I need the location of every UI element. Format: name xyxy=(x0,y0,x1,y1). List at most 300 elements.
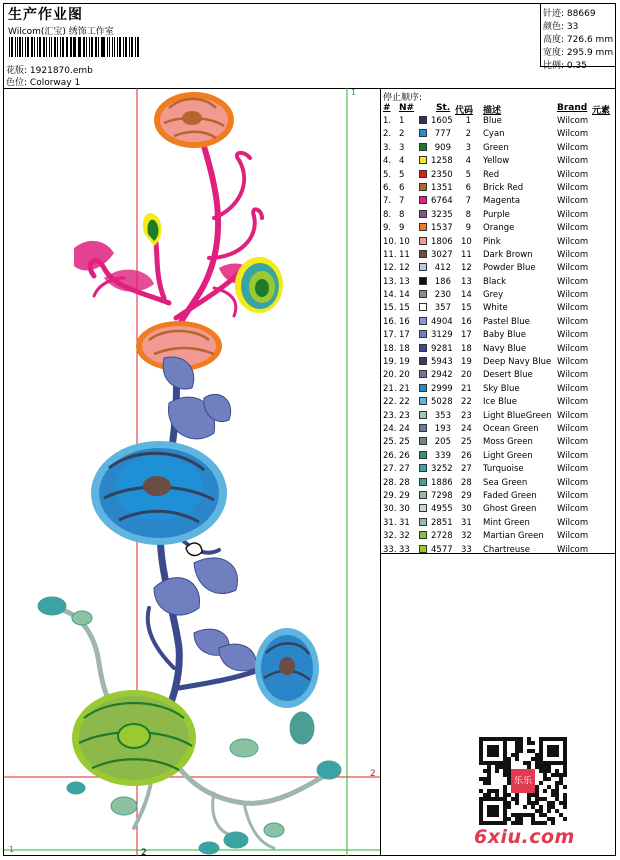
row-brand: Wilcom xyxy=(557,357,589,368)
row-code: 29 xyxy=(461,490,472,501)
marker-top-right: 1 xyxy=(351,88,357,97)
qr-module xyxy=(495,789,499,793)
qr-module xyxy=(519,737,523,741)
table-row xyxy=(383,423,615,436)
row-needle: 19 xyxy=(399,357,410,368)
barcode-bar xyxy=(117,37,118,57)
row-description: Moss Green xyxy=(483,437,533,448)
row-description: Magenta xyxy=(483,196,521,207)
qr-finder xyxy=(547,745,559,757)
table-row xyxy=(383,477,615,490)
qr-module xyxy=(507,757,511,761)
qr-module xyxy=(531,741,535,745)
row-description: Ocean Green xyxy=(483,423,539,434)
barcode-bar xyxy=(83,37,85,57)
blue-flower-small xyxy=(255,628,319,708)
qr-module xyxy=(527,801,531,805)
row-stitches: 339 xyxy=(434,450,451,461)
qr-module xyxy=(539,765,543,769)
barcode-bar xyxy=(98,37,99,57)
table-row xyxy=(383,383,615,396)
qr-module xyxy=(563,785,567,789)
color-swatch xyxy=(419,223,427,231)
table-row xyxy=(383,503,615,516)
row-index: 28. xyxy=(383,477,397,488)
company-name: Wilcom(汇宝) 绣饰工作室 xyxy=(8,27,114,37)
qr-module xyxy=(535,785,539,789)
barcode-bar xyxy=(31,37,32,57)
row-brand: Wilcom xyxy=(557,223,589,234)
row-needle: 9 xyxy=(399,223,405,234)
row-stitches: 353 xyxy=(434,410,451,421)
row-description: Yellow xyxy=(483,156,510,167)
row-index: 27. xyxy=(383,464,397,475)
row-index: 24. xyxy=(383,423,397,434)
row-brand: Wilcom xyxy=(557,423,589,434)
qr-module xyxy=(547,817,551,821)
qr-module xyxy=(531,801,535,805)
row-needle: 2 xyxy=(399,129,405,140)
row-index: 14. xyxy=(383,290,397,301)
row-code: 24 xyxy=(461,423,472,434)
color-swatch xyxy=(419,411,427,419)
color-swatch xyxy=(419,545,427,553)
barcode-bar xyxy=(22,37,23,57)
stat-stitches: 针迹: 88669 xyxy=(543,9,596,19)
table-row xyxy=(383,209,615,222)
qr-module xyxy=(487,765,491,769)
color-swatch xyxy=(419,504,427,512)
qr-module xyxy=(539,821,543,825)
row-description: Desert Blue xyxy=(483,370,533,381)
qr-module xyxy=(487,793,491,797)
color-swatch xyxy=(419,437,427,445)
qr-module xyxy=(531,749,535,753)
marker-bottom-left: 1 xyxy=(9,845,15,854)
table-row xyxy=(383,316,615,329)
barcode-bar xyxy=(70,37,72,57)
row-stitches: 205 xyxy=(434,437,451,448)
col-header-element: 元素 xyxy=(592,106,611,116)
row-code: 21 xyxy=(461,383,472,394)
row-brand: Wilcom xyxy=(557,383,589,394)
row-description: Grey xyxy=(483,290,504,301)
row-needle: 16 xyxy=(399,316,410,327)
row-code: 18 xyxy=(461,343,472,354)
row-code: 6 xyxy=(465,182,471,193)
qr-module xyxy=(507,737,511,741)
row-description: Baby Blue xyxy=(483,330,526,341)
qr-module xyxy=(515,801,519,805)
row-needle: 18 xyxy=(399,343,410,354)
barcode-bar xyxy=(91,37,92,57)
row-code: 1 xyxy=(465,116,471,126)
row-description: Pastel Blue xyxy=(483,316,530,327)
chartreuse-flower xyxy=(72,690,196,786)
color-swatch xyxy=(419,156,427,164)
black-bud xyxy=(186,543,202,555)
qr-module xyxy=(555,809,559,813)
design-label: 花版: xyxy=(6,66,28,76)
table-row xyxy=(383,329,615,342)
qr-module xyxy=(515,813,519,817)
table-row xyxy=(383,343,615,356)
table-row xyxy=(383,436,615,449)
row-code: 11 xyxy=(461,249,472,260)
qr-module xyxy=(543,797,547,801)
row-needle: 29 xyxy=(399,490,410,501)
row-index: 26. xyxy=(383,450,397,461)
qr-finder xyxy=(487,805,499,817)
color-swatch xyxy=(419,183,427,191)
row-code: 30 xyxy=(461,504,472,515)
qr-module xyxy=(551,793,555,797)
row-brand: Wilcom xyxy=(557,116,589,126)
qr-module xyxy=(535,757,539,761)
qr-module xyxy=(507,817,511,821)
qr-module xyxy=(487,769,491,773)
color-table xyxy=(383,115,615,557)
row-index: 30. xyxy=(383,504,397,515)
row-needle: 3 xyxy=(399,142,405,153)
barcode-bar xyxy=(49,37,50,57)
qr-module xyxy=(547,785,551,789)
row-stitches: 9281 xyxy=(431,343,453,354)
qr-module xyxy=(507,793,511,797)
row-index: 6. xyxy=(383,182,392,193)
qr-module xyxy=(503,793,507,797)
orange-rose-top xyxy=(154,92,234,148)
qr-module xyxy=(531,757,535,761)
barcode-bar xyxy=(66,37,67,57)
table-row xyxy=(383,396,615,409)
table-row xyxy=(383,262,615,275)
qr-module xyxy=(535,793,539,797)
row-description: Deep Navy Blue xyxy=(483,357,552,368)
qr-module xyxy=(555,797,559,801)
row-stitches: 1605 xyxy=(431,116,453,126)
qr-module xyxy=(507,761,511,765)
qr-module xyxy=(543,789,547,793)
color-swatch xyxy=(419,143,427,151)
qr-module xyxy=(555,773,559,777)
row-brand: Wilcom xyxy=(557,169,589,180)
row-index: 10. xyxy=(383,236,397,247)
table-row xyxy=(383,356,615,369)
qr-module xyxy=(535,821,539,825)
color-swatch xyxy=(419,344,427,352)
qr-module xyxy=(539,813,543,817)
qr-module xyxy=(547,777,551,781)
row-needle: 23 xyxy=(399,410,410,421)
table-row xyxy=(383,517,615,530)
barcode-bar xyxy=(9,37,10,57)
qr-module xyxy=(555,785,559,789)
qr-module xyxy=(507,773,511,777)
row-stitches: 7298 xyxy=(431,490,453,501)
qr-module xyxy=(515,753,519,757)
row-code: 10 xyxy=(461,236,472,247)
row-index: 3. xyxy=(383,142,392,153)
qr-module xyxy=(531,821,535,825)
row-code: 32 xyxy=(461,531,472,542)
table-row xyxy=(383,115,615,128)
barcode-bar xyxy=(89,37,90,57)
row-brand: Wilcom xyxy=(557,343,589,354)
table-row xyxy=(383,463,615,476)
stat-width: 宽度: 295.9 mm xyxy=(543,48,614,58)
row-stitches: 777 xyxy=(434,129,451,140)
qr-module xyxy=(523,805,527,809)
qr-module xyxy=(539,797,543,801)
row-stitches: 5028 xyxy=(431,397,453,408)
row-stitches: 412 xyxy=(434,263,451,274)
magenta-stem xyxy=(90,140,262,338)
qr-module xyxy=(503,769,507,773)
barcode-bar xyxy=(135,37,136,57)
qr-module xyxy=(547,765,551,769)
qr-module xyxy=(479,789,483,793)
row-index: 19. xyxy=(383,357,397,368)
qr-module xyxy=(487,789,491,793)
qr-module xyxy=(527,765,531,769)
table-row xyxy=(383,410,615,423)
barcode-bar xyxy=(60,37,61,57)
qr-module xyxy=(559,813,563,817)
row-code: 23 xyxy=(461,410,472,421)
color-swatch xyxy=(419,116,427,124)
table-row xyxy=(383,450,615,463)
color-swatch xyxy=(419,531,427,539)
row-stitches: 193 xyxy=(434,423,451,434)
row-stitches: 6764 xyxy=(431,196,453,207)
embroidery-preview xyxy=(4,88,380,856)
row-needle: 21 xyxy=(399,383,410,394)
qr-module xyxy=(547,809,551,813)
qr-module xyxy=(535,789,539,793)
row-code: 8 xyxy=(465,209,471,220)
qr-module xyxy=(507,781,511,785)
qr-module xyxy=(511,753,515,757)
row-needle: 15 xyxy=(399,303,410,314)
row-brand: Wilcom xyxy=(557,504,589,515)
table-row xyxy=(383,128,615,141)
color-swatch xyxy=(419,330,427,338)
qr-module xyxy=(543,773,547,777)
row-description: Sea Green xyxy=(483,477,528,488)
qr-module xyxy=(535,765,539,769)
row-brand: Wilcom xyxy=(557,129,589,140)
row-brand: Wilcom xyxy=(557,450,589,461)
row-needle: 4 xyxy=(399,156,405,167)
row-index: 1. xyxy=(383,116,392,126)
row-needle: 7 xyxy=(399,196,405,207)
row-stitches: 3129 xyxy=(431,330,453,341)
qr-module xyxy=(543,813,547,817)
row-index: 16. xyxy=(383,316,397,327)
row-index: 29. xyxy=(383,490,397,501)
color-swatch xyxy=(419,263,427,271)
barcode-bar xyxy=(125,37,126,57)
row-index: 13. xyxy=(383,276,397,287)
qr-module xyxy=(555,781,559,785)
qr-module xyxy=(527,797,531,801)
row-code: 2 xyxy=(465,129,471,140)
row-stitches: 357 xyxy=(434,303,451,314)
color-swatch xyxy=(419,317,427,325)
row-description: Turquoise xyxy=(483,464,524,475)
qr-module xyxy=(483,769,487,773)
qr-module xyxy=(487,781,491,785)
qr-finder xyxy=(487,745,499,757)
barcode-bar xyxy=(37,37,38,57)
qr-module xyxy=(515,741,519,745)
row-needle: 5 xyxy=(399,169,405,180)
qr-module xyxy=(515,817,519,821)
row-index: 15. xyxy=(383,303,397,314)
qr-module xyxy=(491,789,495,793)
qr-module xyxy=(511,821,515,825)
qr-seal-text: 乐乐 xyxy=(513,776,533,787)
qr-module xyxy=(563,817,567,821)
row-code: 7 xyxy=(465,196,471,207)
row-description: Ice Blue xyxy=(483,397,517,408)
qr-module xyxy=(499,765,503,769)
color-swatch xyxy=(419,277,427,285)
row-needle: 24 xyxy=(399,423,410,434)
marker-bottom: 2 xyxy=(141,848,147,856)
row-stitches: 2942 xyxy=(431,370,453,381)
qr-module xyxy=(511,737,515,741)
qr-module xyxy=(519,817,523,821)
row-brand: Wilcom xyxy=(557,276,589,287)
qr-module xyxy=(503,789,507,793)
row-needle: 31 xyxy=(399,517,410,528)
watermark-logo: 6xiu.com xyxy=(474,826,575,848)
row-description: Martian Green xyxy=(483,531,544,542)
row-brand: Wilcom xyxy=(557,437,589,448)
row-stitches: 4904 xyxy=(431,316,453,327)
qr-module xyxy=(483,781,487,785)
row-brand: Wilcom xyxy=(557,303,589,314)
row-index: 8. xyxy=(383,209,392,220)
row-code: 31 xyxy=(461,517,472,528)
stats-divider xyxy=(540,3,541,66)
row-code: 15 xyxy=(461,303,472,314)
stop-sequence-title: 停止顺序: xyxy=(383,93,423,103)
qr-module xyxy=(563,765,567,769)
row-code: 3 xyxy=(465,142,471,153)
qr-module xyxy=(539,769,543,773)
row-brand: Wilcom xyxy=(557,316,589,327)
barcode-bar xyxy=(15,37,16,57)
qr-module xyxy=(531,805,535,809)
row-brand: Wilcom xyxy=(557,410,589,421)
qr-module xyxy=(551,773,555,777)
col-header-needle: N# xyxy=(399,103,415,113)
barcode-bar xyxy=(73,37,75,57)
row-brand: Wilcom xyxy=(557,196,589,207)
row-index: 11. xyxy=(383,249,397,260)
barcode-bar xyxy=(129,37,130,57)
qr-module xyxy=(487,777,491,781)
qr-module xyxy=(495,793,499,797)
qr-module xyxy=(527,737,531,741)
qr-module xyxy=(503,785,507,789)
row-index: 7. xyxy=(383,196,392,207)
qr-module xyxy=(539,805,543,809)
row-stitches: 2728 xyxy=(431,531,453,542)
row-index: 2. xyxy=(383,129,392,140)
row-description: Cyan xyxy=(483,129,505,140)
color-swatch xyxy=(419,196,427,204)
row-code: 33 xyxy=(461,544,472,555)
qr-module xyxy=(527,793,531,797)
qr-module xyxy=(535,753,539,757)
row-description: Navy Blue xyxy=(483,343,527,354)
qr-module xyxy=(519,821,523,825)
row-code: 22 xyxy=(461,397,472,408)
qr-module xyxy=(555,789,559,793)
row-brand: Wilcom xyxy=(557,209,589,220)
row-index: 31. xyxy=(383,517,397,528)
qr-module xyxy=(543,777,547,781)
qr-module xyxy=(507,805,511,809)
color-swatch xyxy=(419,290,427,298)
row-needle: 22 xyxy=(399,397,410,408)
row-brand: Wilcom xyxy=(557,544,589,555)
barcode-bar xyxy=(11,37,12,57)
color-swatch xyxy=(419,237,427,245)
table-row xyxy=(383,369,615,382)
row-needle: 33 xyxy=(399,544,410,555)
green-flower-right xyxy=(235,257,283,313)
color-swatch xyxy=(419,210,427,218)
row-code: 25 xyxy=(461,437,472,448)
row-needle: 26 xyxy=(399,450,410,461)
row-needle: 32 xyxy=(399,531,410,542)
qr-module xyxy=(515,737,519,741)
barcode-bar xyxy=(39,37,41,57)
color-swatch xyxy=(419,464,427,472)
row-code: 16 xyxy=(461,316,472,327)
qr-module xyxy=(543,765,547,769)
barcode-bar xyxy=(25,37,26,57)
color-swatch xyxy=(419,250,427,258)
row-index: 33. xyxy=(383,544,397,555)
qr-module xyxy=(479,777,483,781)
barcode-bar xyxy=(131,37,133,57)
row-description: Black xyxy=(483,276,506,287)
row-brand: Wilcom xyxy=(557,236,589,247)
row-description: Chartreuse xyxy=(483,544,530,555)
row-brand: Wilcom xyxy=(557,182,589,193)
barcode-bar xyxy=(62,37,63,57)
qr-module xyxy=(487,773,491,777)
barcode-bar xyxy=(114,37,115,57)
qr-module xyxy=(507,769,511,773)
row-needle: 11 xyxy=(399,249,410,260)
qr-module xyxy=(563,793,567,797)
row-brand: Wilcom xyxy=(557,397,589,408)
preview-divider xyxy=(380,88,381,856)
qr-module xyxy=(555,769,559,773)
qr-module xyxy=(527,741,531,745)
barcode-bar xyxy=(19,37,20,57)
row-stitches: 4577 xyxy=(431,544,453,555)
row-index: 9. xyxy=(383,223,392,234)
row-brand: Wilcom xyxy=(557,263,589,274)
